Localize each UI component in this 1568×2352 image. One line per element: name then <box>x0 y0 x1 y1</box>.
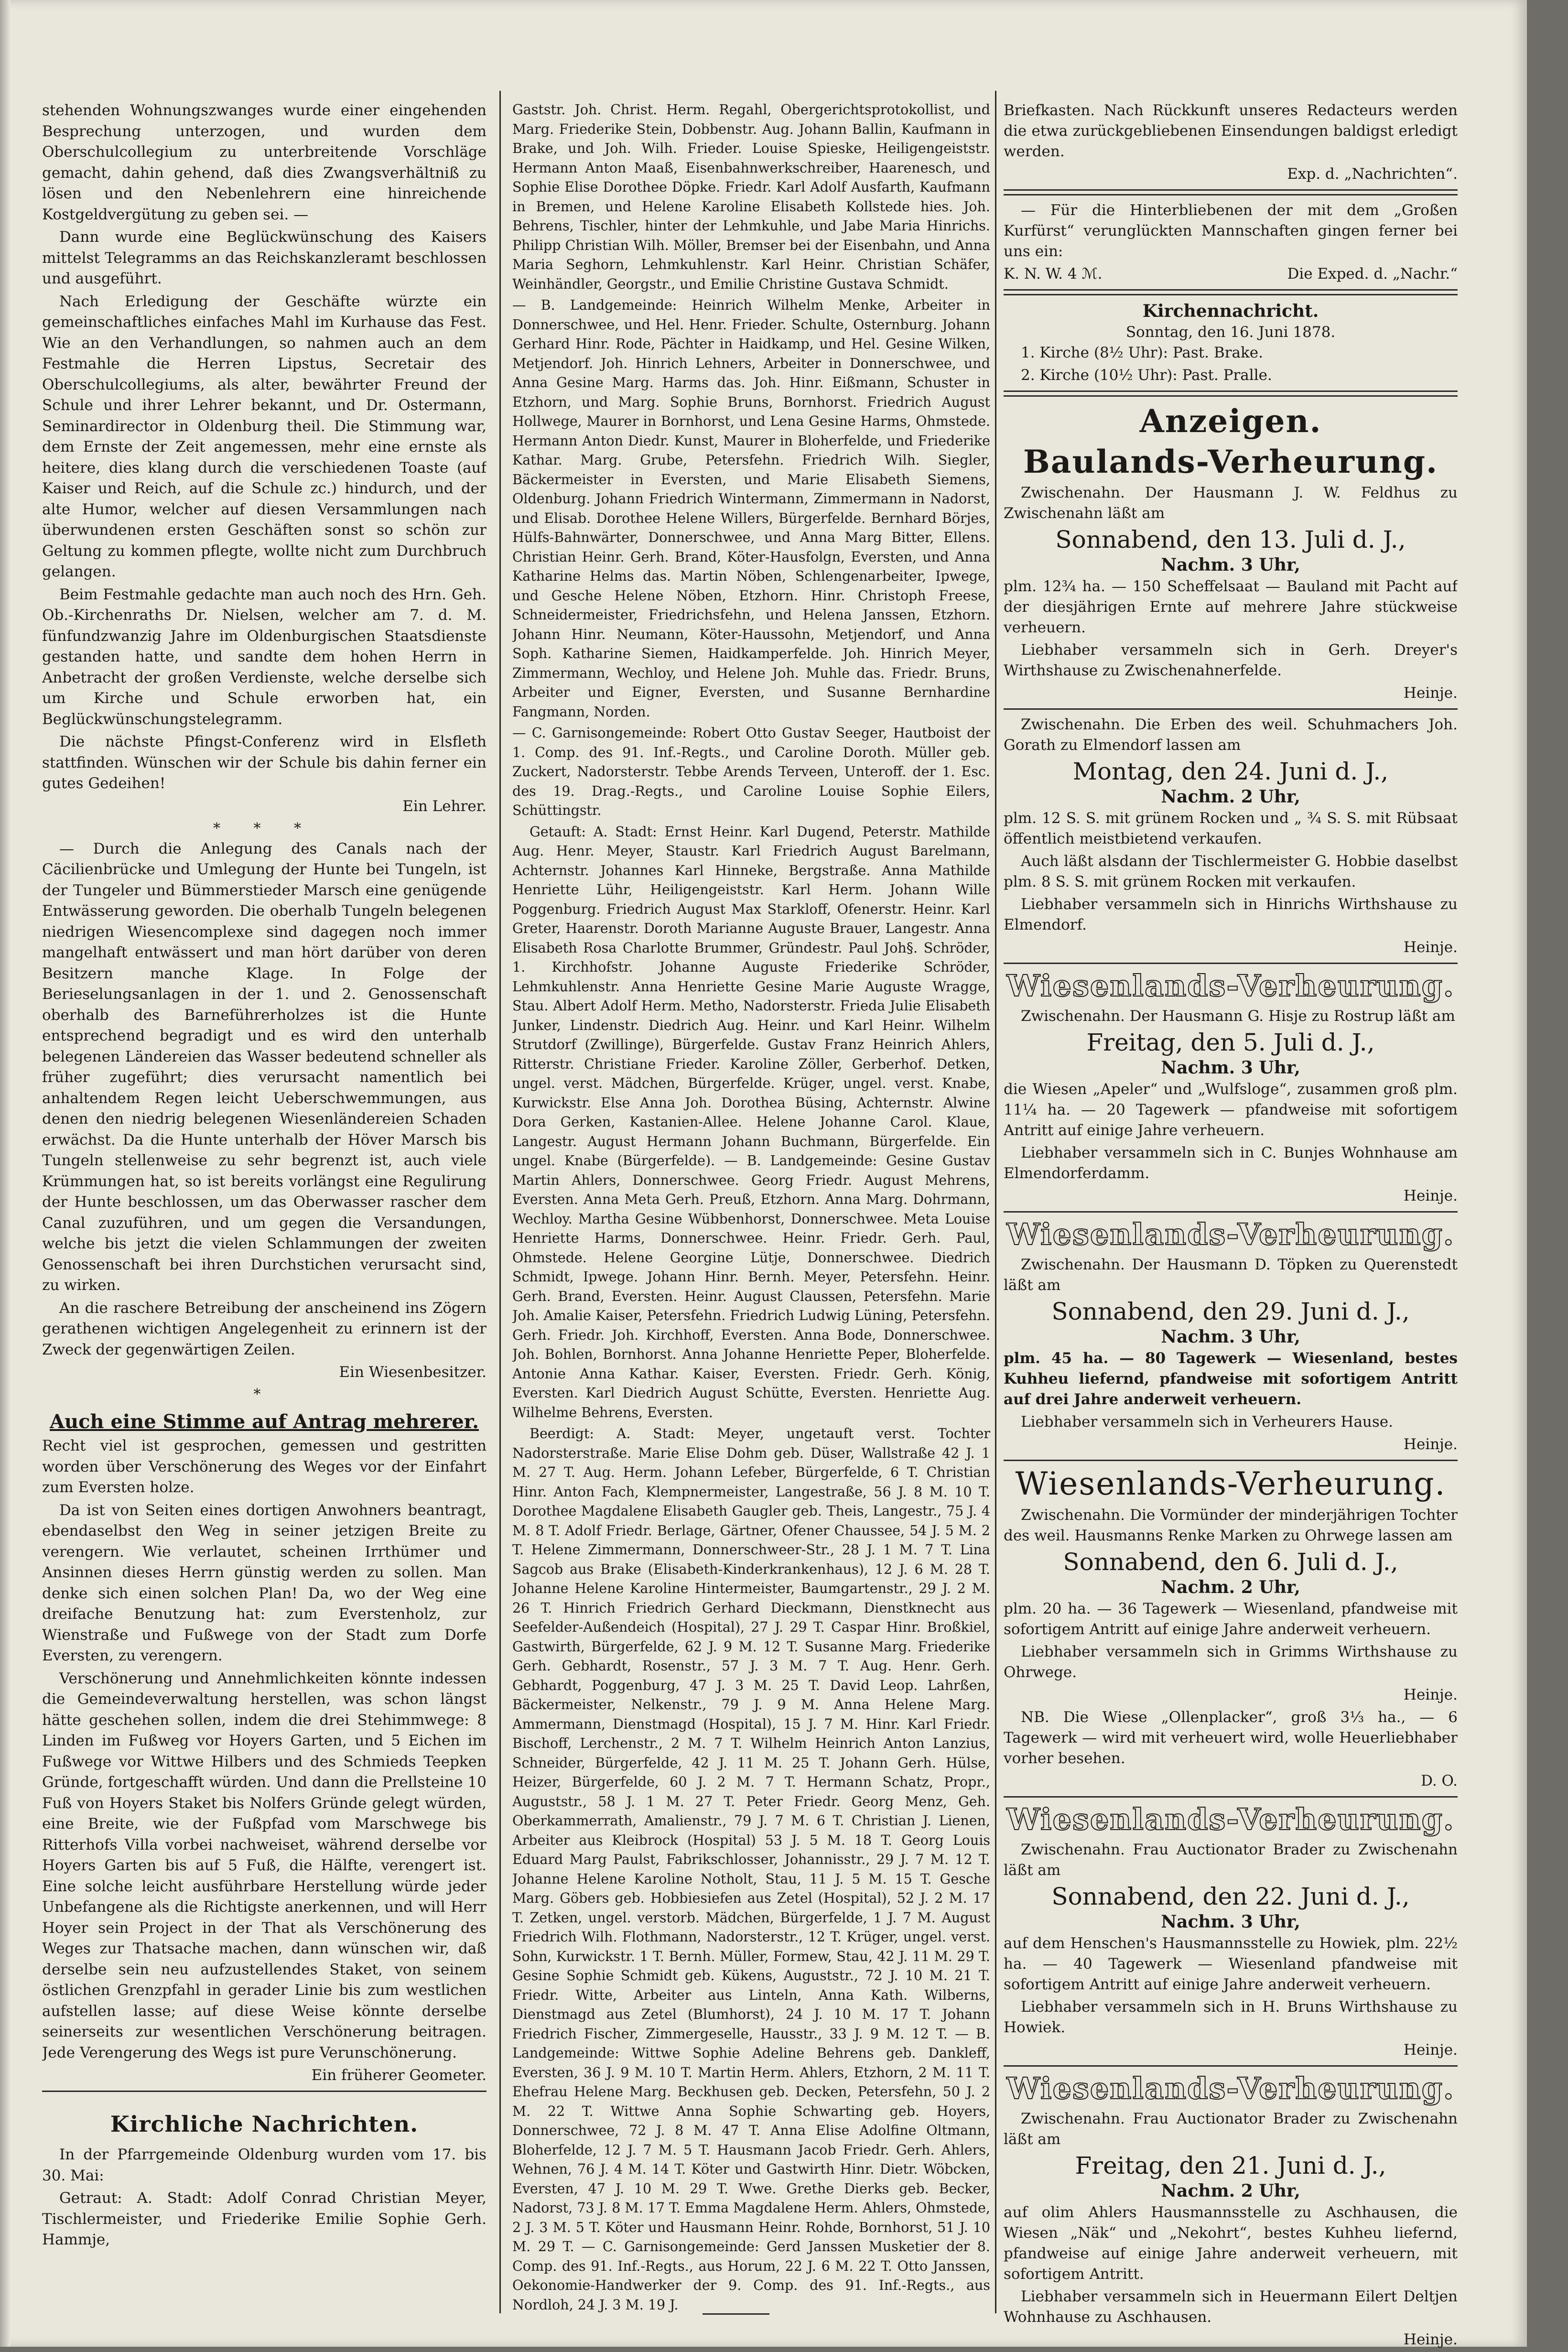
ad-title: Wiesenlands-Verheurung. <box>1006 1217 1455 1252</box>
ad-text: Zwischenahn. Der Hausmann G. Hisje zu Rostrup läßt am <box>1021 1008 1455 1025</box>
article-paragraph: Da ist von Seiten eines dortigen Anwohners beantragt, ebendaselbst den Weg in seiner jetzigen Breite zu verengern. Wie verlautet, scheinen Irrthümer und Ansinnen dieses Herrn günstig werden zu sollen. Man denke sich einen solchen Plan! Da, wo der Weg eine dreifache Benutzung hat: zum Everstenholz, zur Wienstraße und Fußwege von der Stadt zum Dorfe Eversten, zu verengern. <box>42 1501 487 1664</box>
ad-time: Nachm. 3 Uhr, <box>1161 1912 1300 1932</box>
article-signature: Ein Lehrer. <box>402 797 487 815</box>
ad-rule <box>1004 1460 1458 1461</box>
ad-title: Wiesenlands-Verheurung. <box>1006 2071 1455 2106</box>
ad-text: Zwischenahn. Frau Auctionator Brader zu Zwischenahn läßt am <box>1004 2110 1458 2148</box>
section-rule <box>1004 189 1458 195</box>
anzeigen-heading: Anzeigen. <box>1139 402 1322 440</box>
column-1 <box>42 100 487 2253</box>
section-heading-kirchliche-nachrichten: Kirchliche Nachrichten. <box>110 2111 419 2137</box>
ad-signature: Heinje. <box>1403 2041 1458 2059</box>
article-paragraph: Dann wurde eine Beglückwünschung des Kaisers mittelst Telegramms an das Reichskanzleramt beschlossen und ausgeführt. <box>42 228 487 287</box>
ad-text: Zwischenahn. Die Vormünder der minderjährigen Tochter des weil. Hausmanns Renke Marken zu Ohrwege lassen am <box>1004 1507 1458 1544</box>
ad-time: Nachm. 3 Uhr, <box>1161 1058 1300 1078</box>
article-paragraph: Getraut: A. Stadt: Adolf Conrad Christian Meyer, Tischlermeister, und Friederike Emilie Sophie Gerh. Hammje, <box>42 2189 487 2248</box>
register-paragraph: Gaststr. Joh. Christ. Herm. Regahl, Obergerichtsprotokollist, und Marg. Friederike Stein, Dobbenstr. Aug. Johann Ballin, Kaufmann in Brake, und Joh. Wilh. Frieder. Louise Spieske, Heiligengeiststr. Hermann Anton Maaß, Eisenbahnwerkschreiber, Haarenesch, und Sophie Elise Dorothee Döpke. Friedr. Karl Adolf Ausfarth, Kaufmann in Bremen, und Helene Karoline Elisabeth Kollstede hies. Joh. Behrens, Tischler, hinter der Lehmkuhle, und Jabe Maria Hinrichs. Philipp Christian Wilh. Möller, Bremser bei der Eisenbahn, und Anna Maria Seghorn, Lehmkuhlenstr. Karl Heinr. Christian Schäfer, Weinhändler, Georgstr., und Emilie Christine Gustava Schmidt. <box>512 102 990 292</box>
page-bottom-rule <box>703 2313 769 2315</box>
ad-date: Sonnabend, den 6. Juli d. J., <box>1063 1548 1398 1576</box>
ad-date: Montag, den 24. Juni d. J., <box>1072 758 1389 785</box>
donation-signature: Die Exped. d. „Nachr.“ <box>1287 265 1458 282</box>
ad-date: Freitag, den 21. Juni d. J., <box>1075 2152 1386 2179</box>
page-edge-shadow <box>0 0 11 2347</box>
article-signature: Ein Wiesenbesitzer. <box>339 1364 487 1381</box>
ad-signature: Heinje. <box>1403 684 1458 702</box>
column-2 <box>512 100 990 2317</box>
ad-signature: Heinje. <box>1403 1686 1458 1703</box>
article-paragraph: An die raschere Betreibung der anscheinend ins Zögern gerathenen wichtigen Angelegenheit zu erinnern ist der Zweck der gegenwärtigen Zeilen. <box>42 1299 487 1358</box>
ad-text: plm. 12 S. S. mit grünem Rocken und „ ¾ S. S. mit Rübsaat öffentlich meistbietend verkaufen. <box>1004 810 1458 847</box>
ad-date: Sonnabend, den 22. Juni d. J., <box>1051 1883 1410 1910</box>
article-paragraph: Verschönerung und Annehmlichkeiten könnte indessen die Gemeindeverwaltung herstellen, was schon längst hätte geschehen sollen, indem die drei Stehimmwege: 8 Linden im Fußweg vor Hoyers Garten, und 5 Eichen im Fußwege vor Wittwe Hilbers und des Schmieds Teepken Gründe, fortgeschafft würden. Und dann die Prellsteine 10 Fuß von Hoyers Staket bis Nolfers Gründe gelegt würden, eine Breite, wie der Fußpfad vom Marschwege bis Ritterhofs Villa vorbei nachweiset, während derselbe vor Hoyers Garten bis auf 5 Fuß, die Hälfte, verengert ist. Eine solche leicht ausführbare Herstellung würde jeder Unbefangene als die Richtigste anerkennen, und will Herr Hoyer sein Project in der That als Verschönerung des Weges zur Thatsache machen, dann wünschen wir, daß derselbe sein neu aufzustellendes Staket, von seinem östlichen Grenzpfahl in gerader Linie bis zum westlichen aufstellen lasse; auf diese Weise könnte derselbe seinerseits zur wesentlichen Verschönerung beitragen. Jede Verengerung des Wegs ist pure Verunschönerung. <box>42 1669 487 2061</box>
ad-signature: Heinje. <box>1403 939 1458 956</box>
ad-text: Zwischenahn. Der Hausmann D. Töpken zu Querenstedt läßt am <box>1004 1256 1458 1294</box>
ad-text: auf dem Henschen's Hausmannsstelle zu Howiek, plm. 22½ ha. — 40 Tagewerk — Wiesenland pfandweise mit sofortigem Antritt auf einige Jahre anderweit verheuern. <box>1004 1935 1458 1993</box>
register-paragraph: Getauft: A. Stadt: Ernst Heinr. Karl Dugend, Peterstr. Mathilde Aug. Henr. Meyer, Staustr. Karl Friedrich August Barelmann, Achternstr. Johannes Karl Hinneke, Bergstraße. Anna Mathilde Henriette Lühr, Heiligengeiststr. Karl Herm. Johann Wille Poggenburg. Friedrich August Max Starkloff, Ofenerstr. Heinr. Karl Greter, Haarenstr. Doroth Marianne Auguste Brauer, Langestr. Anna Elisabeth Rosa Charlotte Brummer, Gründestr. Paul Joh§. Schröder, 1. Kirchhofstr. Johanne Auguste Friederike Schröder, Lehmkuhlenstr. Anna Henriette Gesine Marie Auguste Wragge, Stau. Albert Adolf Herm. Metho, Nadorsterstr. Frieda Julie Elisabeth Junker, Lindenstr. Diedrich Aug. Heinr. und Karl Heinr. Wilhelm Strutdorf (Zwillinge), Bürgerfelde. Gustav Franz Heinrich Ahlers, Ritterstr. Christiane Frieder. Karoline Zöller, Gerberhof. Detken, ungel. verst. Mädchen, Bürgerfelde. Krüger, ungel. verst. Knabe, Kurwickstr. Else Anna Joh. Dorothea Büsing, Achternstr. Alwine Dora Gerken, Kastanien-Allee. Helene Johanne Carol. Klaue, Langestr. August Hermann Johann Buchmann, Bürgerfelde. Ein ungel. Knabe (Bürgerfelde). — B. Landgemeinde: Gesine Gustav Martin Ahlers, Donnerschwee. Georg Friedr. August Mehrens, Eversten. Anna Meta Gerh. Preuß, Etzhorn. Anna Marg. Dohrmann, Wechloy. Martha Gesine Wübbenhorst, Donnerschwee. Meta Louise Henriette Harms, Donnerschwee. Heinr. Friedr. Gerh. Paul, Ohmstede. Helene Georgine Lütje, Donnerschwee. Diedrich Schmidt, Ipwege. Johann Hinr. Bernh. Meyer, Petersfehn. Heinr. Gerh. Brand, Eversten. Heinr. August Claussen, Petersfehn. Marie Joh. Amalie Kaiser, Petersfehn. Friedrich Ludwig Lüning, Petersfehn. Gerh. Friedr. Joh. Kirchhoff, Eversten. Anna Bode, Donnerschwee. Joh. Bohlen, Bornhorst. Anna Johanne Henriette Peper, Bloherfelde. Antonie Anna Kathar. Kaiser, Eversten. Friedr. Gerh. König, Eversten. Karl Diedrich August Schütte, Eversten. Henriette Aug. Wilhelme Behrens, Eversten. <box>512 824 990 1420</box>
ad-date: Sonnabend, den 13. Juli d. J., <box>1055 526 1406 553</box>
ad-signature: Heinje. <box>1403 2331 1458 2348</box>
ad-text: Liebhaber versammeln sich in C. Bunjes Wohnhause am Elmendorferdamm. <box>1004 1144 1458 1182</box>
register-paragraph: Beerdigt: A. Stadt: Meyer, ungetauft verst. Tochter Nadorsterstraße. Marie Elise Dohm geb. Düser, Wallstraße 42 J. 1 M. 27 T. Aug. Herm. Johann Lefeber, Bürgerfelde, 6 T. Christian Hinr. Anton Fach, Klempnermeister, Langestraße, 56 J. 8 M. 10 T. Dorothee Magdalene Elisabeth Gaugler geb. Theis, Langestr., 75 J. 4 M. 8 T. Adolf Friedr. Berlage, Gärtner, Ofener Chaussee, 54 J. 5 M. 2 T. Helene Zimmermann, Donnerschweer-Str., 28 J. 1 M. 7 T. Lina Sagcob aus Brake (Elisabeth-Kinderkrankenhaus), 12 J. 6 M. 28 T. Johanne Helene Karoline Hintermeister, Baumgartenstr., 29 J. 2 M. 26 T. Hinrich Friedrich Gerhard Dieckmann, Dienstknecht aus Seefelder-Außendeich (Hospital), 27 J. 29 T. Caspar Hinr. Broßkiel, Gastwirth, Bürgerfelde, 62 J. 9 M. 12 T. Susanne Marg. Friederike Gerh. Gebhardt, Rosenstr., 57 J. 3 M. 7 T. Aug. Henr. Gerh. Gebhardt, Poggenburg, 47 J. 3 M. 25 T. David Leop. Lahrßen, Bäckermeister, Nelkenstr., 79 J. 9 M. Anna Helene Marg. Ammermann, Dienstmagd (Hospital), 15 J. 7 M. Hinr. Karl Friedr. Bischoff, Lerchenstr., 2 M. 7 T. Wilhelm Heinrich Anton Lanzius, Schneider, Bürgerfelde, 42 J. 11 M. 25 T. Johann Gerh. Hülse, Heizer, Bürgerfelde, 60 J. 2 M. 7 T. Hermann Schatz, Propr., Auguststr., 58 J. 1 M. 27 T. Peter Friedr. Georg Menz, Geh. Oberkammerrath, Amalienstr., 79 J. 7 M. 6 T. Christian J. Lienen, Arbeiter aus Kleibrock (Hospital) 53 J. 5 M. 18 T. Georg Louis Eduard Marg Paulst, Fabrikschlosser, Johannisstr., 29 J. 7 M. 12 T. Johanne Helene Karoline Notholt, Stau, 11 J. 5 M. 15 T. Gesche Marg. Göbers geb. Hobbiesiefen aus Zetel (Hospital), 52 J. 2 M. 17 T. Zetken, ungel. verstorb. Mädchen, Bürgerfelde, 1 J. 7 M. August Friedrich Wilh. Flothmann, Nadorsterstr., 12 T. Krüger, ungel. verst. Sohn, Kurwickstr. 1 T. Bernh. Müller, Formew, Stau, 42 J. 11 M. 29 T. Gesine Sophie Schmidt geb. Kükens, Auguststr., 72 J. 10 M. 21 T. Friedr. Witte, Arbeiter aus Linteln, Anna Kath. Wilberns, Dienstmagd aus Zetel (Blumhorst), 24 J. 10 M. 17 T. Johann Friedrich Fischer, Zimmergeselle, Hausstr., 33 J. 9 M. 12 T. — B. Landgemeinde: Wittwe Sophie Adeline Behrens geb. Dankleff, Eversten, 36 J. 9 M. 10 T. Martin Herm. Ahlers, Etzhorn, 2 M. 11 T. Ehefrau Helene Marg. Beckhusen geb. Decken, Petersfehn, 50 J. 2 M. 22 T. Wittwe Anna Sophie Schwarting geb. Hoyers, Donnerschwee, 72 J. 8 M. 47 T. Anna Elise Adolfine Oltmann, Bloherfelde, 12 J. 7 M. 5 T. Hausmann Jacob Friedr. Gerh. Ahlers, Wehnen, 76 J. 4 M. 14 T. Köter und Gastwirth Hinr. Dietr. Wöbcken, Eversten, 47 J. 10 M. 29 T. Wwe. Grethe Dierks geb. Becker, Nadorst, 73 J. 8 M. 17 T. Emma Magdalene Herm. Ahlers, Ohmstede, 2 J. 3 M. 5 T. Köter und Hausmann Heinr. Rohde, Bornhorst, 51 J. 10 M. 29 T. — C. Garnisongemeinde: Gerd Janssen Musketier der 8. Comp. des 91. Inf.-Regts., aus Horum, 22 J. 6 M. 22 T. Otto Janssen, Oekonomie-Handwerker der 9. Comp. des 91. Inf.-Regts., aus Nordloh, 24 J. 3 M. 19 J. <box>512 1426 990 2313</box>
article-paragraph: Nach Erledigung der Geschäfte würzte ein gemeinschaftliches einfaches Mahl im Kurhause das Fest. Wie an den Verhandlungen, so nahmen auch an dem Festmahle die Herren Lipstus, Secretair des Oberschulcollegiums, als alter, bewährter Freund der Schule und ihrer Lehrer bekannt, und Dr. Ostermann, Seminardirector in Oldenburg theil. Die Stimmung war, dem Ernste der Zeit angemessen, mehr eine ernste als heitere, dies klang durch die verschiedenen Toaste (auf Kaiser und Reich, auf die Schule zc.) hindurch, und der alte Humor, welcher auf diesen Versammlungen nach überwundenen ersten Geschäften sonst so schön zur Geltung zu kommen pflegte, wollte nicht zum Durchbruch gelangen. <box>42 293 487 580</box>
donation-row <box>1004 264 1458 284</box>
ad-rule <box>1004 963 1458 964</box>
ad-time: Nachm. 3 Uhr, <box>1161 1327 1300 1347</box>
article-paragraph: Die nächste Pfingst-Conferenz wird in Elsfleth stattfinden. Wünschen wir der Schule bis dahin ferner ein gutes Gedeihen! <box>42 733 487 792</box>
ad-text: Zwischenahn. Der Hausmann J. W. Feldhus zu Zwischenahn läßt am <box>1004 484 1458 522</box>
hinterbliebenen-notice: — Für die Hinterbliebenen der mit dem „Großen Kurfürst“ verunglückten Mannschaften gingen ferner bei uns ein: <box>1004 202 1458 260</box>
ad-title: Wiesenlands-Verheurung. <box>1006 968 1455 1003</box>
ad-date: Sonnabend, den 29. Juni d. J., <box>1051 1298 1410 1325</box>
separator-stars: * <box>253 1386 275 1403</box>
ad-signature: Heinje. <box>1403 1187 1458 1204</box>
ad-rule <box>1004 1211 1458 1213</box>
article-heading: Auch eine Stimme auf Antrag mehrerer. <box>49 1410 479 1433</box>
ad-signature: Heinje. <box>1403 1436 1458 1453</box>
ad-text: Liebhaber versammeln sich in Gerh. Dreyer's Wirthshause zu Zwischenahnerfelde. <box>1004 641 1458 679</box>
ad-note: NB. Die Wiese „Ollenplacker“, groß 3⅓ ha., — 6 Tagewerk — wird mit verheuert wird, wolle Heuerliebhaber vorher besehen. <box>1004 1709 1458 1767</box>
ad-note-signature: D. O. <box>1421 1772 1458 1789</box>
ad-time: Nachm. 2 Uhr, <box>1161 787 1300 807</box>
ad-text: Liebhaber versammeln sich in Grimms Wirthshause zu Ohrwege. <box>1004 1643 1458 1681</box>
article-signature: Ein früherer Geometer. <box>311 2067 487 2084</box>
ad-text: Liebhaber versammeln sich in Heuermann Eilert Deltjen Wohnhause zu Aschhausen. <box>1004 2288 1458 2326</box>
briefkasten-signature: Exp. d. „Nachrichten“. <box>1287 165 1458 183</box>
ad-text: plm. 45 ha. — 80 Tagewerk — Wiesenland, bestes Kuhheu liefernd, pfandweise mit sofortigem Antritt auf drei Jahre anderweit verheuern. <box>1004 1350 1458 1408</box>
ad-rule <box>1004 1796 1458 1798</box>
ad-rule <box>1004 708 1458 710</box>
article-paragraph: Recht viel ist gesprochen, gemessen und gestritten worden über Verschönerung des Weges vor der Einfahrt zum Eversten holze. <box>42 1437 487 1496</box>
ad-text: Zwischenahn. Die Erben des weil. Schuhmachers Joh. Gorath zu Elmendorf lassen am <box>1004 716 1458 754</box>
column-rule-2 <box>995 91 996 2313</box>
register-paragraph: — B. Landgemeinde: Heinrich Wilhelm Menke, Arbeiter in Donnerschwee, und Hel. Henr. Frieder. Schulte, Osternburg. Johann Gerhard Hinr. Rode, Pächter in Haidkamp, und Hel. Gesine Wilken, Metjendorf. Joh. Hinrich Lehners, Arbeiter in Donnerschwee, und Anna Gesine Marg. Harms das. Joh. Hinr. Eißmann, Schuster in Etzhorn, und Marg. Sophie Bruns, Bornhorst. Friedrich August Hollwege, Maurer in Bornhorst, und Lena Gesine Harms, Ohmstede. Hermann Anton Diedr. Kunst, Maurer in Bloherfelde, und Friederike Kathar. Marg. Grube, Petersfehn. Friedrich Wilh. Siegler, Bäckermeister in Eversten, und Marie Elisabeth Siemens, Oldenburg. Johann Friedrich Wintermann, Zimmermann in Nadorst, und Elisab. Dorothee Helene Willers, Bürgerfelde. Bernhard Börjes, Hülfs-Bahnwärter, Donnerschwee, und Anna Marg Bitter, Ellens. Christian Heinr. Gerh. Brand, Köter-Hausfolgn, Eversten, und Anna Katharine Helms das. Martin Nöben, Schlengenarbeiter, Ipwege, und Gesche Helene Nöben, Etzhorn. Hinr. Christoph Freese, Schneidermeister, Friedrichsfehn, und Helena Janssen, Etzhorn. Johann Hinr. Neumann, Köter-Haussohn, Metjendorf, und Anna Soph. Katharine Siemen, Haidkamperfelde. Joh. Hinrich Meyer, Zimmermann, Wechloy, und Helene Joh. Muhle das. Friedr. Bruns, Arbeiter und Eigner, Eversten, und Susanne Bernhardine Fangmann, Norden. <box>512 297 990 720</box>
ad-time: Nachm. 2 Uhr, <box>1161 1577 1300 1597</box>
register-paragraph: — C. Garnisongemeinde: Robert Otto Gustav Seeger, Hautboist der 1. Comp. des 91. Inf.-Regts., und Caroline Doroth. Müller geb. Zuckert, Nadorsterstr. Tebbe Arends Terveen, Unteroff. der 1. Esc. des 19. Drag.-Regts., und Caroline Louise Sophie Eilers, Schüttingstr. <box>512 725 990 818</box>
section-rule <box>1004 390 1458 397</box>
ad-text: Auch läßt alsdann der Tischlermeister G. Hobbie daselbst plm. 8 S. S. mit grünem Rocken mit verkaufen. <box>1004 853 1458 890</box>
kirchennachricht-date: Sonntag, den 16. Juni 1878. <box>1125 324 1336 341</box>
column-3 <box>1004 100 1458 2352</box>
ad-text: plm. 12¾ ha. — 150 Scheffelsaat — Bauland mit Pacht auf der diesjährigen Ernte auf mehrere Jahre stückweise verheuern. <box>1004 578 1458 636</box>
article-paragraph: stehenden Wohnungszwanges wurde einer eingehenden Besprechung unterzogen, und wurden dem Oberschulcollegium zu unterbreitende Vorschläge gemacht, dahin gehend, daß dies Zwangsverhältniß zu lösen und den Nebenlehrern eine hinreichende Kostgeldvergütung zu geben sei. — <box>42 102 487 223</box>
section-rule <box>42 2091 487 2092</box>
separator-stars: * * * <box>213 820 316 837</box>
ad-text: die Wiesen „Apeler“ und „Wulfsloge“, zusammen groß plm. 11¼ ha. — 20 Tagewerk — pfandweise mit sofortigem Antritt auf einige Jahre verheuern. <box>1004 1081 1458 1139</box>
section-rule <box>1004 289 1458 295</box>
ad-rule <box>1004 2065 1458 2067</box>
ad-title: Wiesenlands-Verheurung. <box>1006 1802 1455 1837</box>
ad-text: plm. 20 ha. — 36 Tagewerk — Wiesenland, pfandweise mit sofortigem Antritt auf einige Jahre anderweit verheuern. <box>1004 1600 1458 1638</box>
ad-text: auf olim Ahlers Hausmannsstelle zu Aschhausen, die Wiesen „Näk“ und „Nekohrt“, bestes Kuhheu liefernd, pfandweise auf einige Jahre anderweit verheuern, mit sofortigem Antritt. <box>1004 2204 1458 2283</box>
ad-text: Zwischenahn. Frau Auctionator Brader zu Zwischenahn läßt am <box>1004 1841 1458 1879</box>
briefkasten-notice: Briefkasten. Nach Rückkunft unseres Redacteurs werden die etwa zurückgebliebenen Einsendungen baldigst erledigt werden. <box>1004 102 1458 160</box>
article-paragraph: In der Pfarrgemeinde Oldenburg wurden vom 17. bis 30. Mai: <box>42 2146 487 2184</box>
ad-text: Liebhaber versammeln sich in Hinrichs Wirthshause zu Elmendorf. <box>1004 896 1458 933</box>
kirchennachricht-entry: 1. Kirche (8½ Uhr): Past. Brake. <box>1021 344 1263 361</box>
ad-date: Freitag, den 5. Juli d. J., <box>1086 1029 1375 1056</box>
ad-title: Baulands-Verheurung. <box>1023 443 1438 480</box>
ad-text: Liebhaber versammeln sich in Verheurers Hause. <box>1021 1413 1393 1431</box>
article-paragraph: — Durch die Anlegung des Canals nach der Cäcilienbrücke und Umlegung der Hunte bei Tungeln, ist der Tungeler und Bümmerstieder Marsch eine genügende Entwässerung geworden. Die oberhalb Tungeln belegenen niedrigen Wiesencomplexe sind dagegen noch immer mangelhaft entwässert und man hört darüber von deren Besitzern manche Klage. In Folge der Berieselungsanlagen in der 1. und 2. Genossenschaft oberhalb des Barneführerholzes ist die Hunte entsprechend begradigt und es wird den unterhalb belegenen Ländereien das Wasser bedeutend schneller als früher zugeführt; dies verursacht namentlich bei anhaltendem Regen leicht Ueberschwemmungen, aus denen den niedrig belegenen Wiesenländereien Schaden erwächst. Da die Hunte unterhalb der Höver Marsch bis Tungeln stellenweise zu sehr begrenzt ist, auch viele Krümmungen hat, so ist bereits vorlängst eine Regulirung der Hunte beschlossen, um das Oberwasser rascher dem Canal zuzuführen, und um gegen die Versandungen, welche bis jetzt die vielen Schlammungen der zweiten Genossenschaft bei ihren Durchstichen verursacht sind, zu wirken. <box>42 840 487 1294</box>
article-paragraph: Beim Festmahle gedachte man auch noch des Hrn. Geh. Ob.-Kirchenraths Dr. Nielsen, welcher am 7. d. M. fünfundzwanzig Jahre im Oldenburgischen Staatsdienste gestanden hatte, und sandte dem hohen Herrn in Anbetracht der großen Verdienste, welche derselbe sich um Kirche und Schule erworben hat, ein Beglückwünschungstelegramm. <box>42 585 487 728</box>
kirchennachricht-entry: 2. Kirche (10½ Uhr): Past. Pralle. <box>1021 367 1272 384</box>
ad-text: Liebhaber versammeln sich in H. Bruns Wirthshause zu Howiek. <box>1004 1998 1458 2036</box>
donation-entry: K. N. W. 4 ℳ. <box>1004 265 1103 282</box>
ad-time: Nachm. 3 Uhr, <box>1161 555 1300 575</box>
ad-time: Nachm. 2 Uhr, <box>1161 2181 1300 2201</box>
kirchennachricht-title: Kirchennachricht. <box>1142 301 1319 321</box>
column-rule-1 <box>499 91 501 2313</box>
ad-title: Wiesenlands-Verheurung. <box>1015 1465 1446 1502</box>
